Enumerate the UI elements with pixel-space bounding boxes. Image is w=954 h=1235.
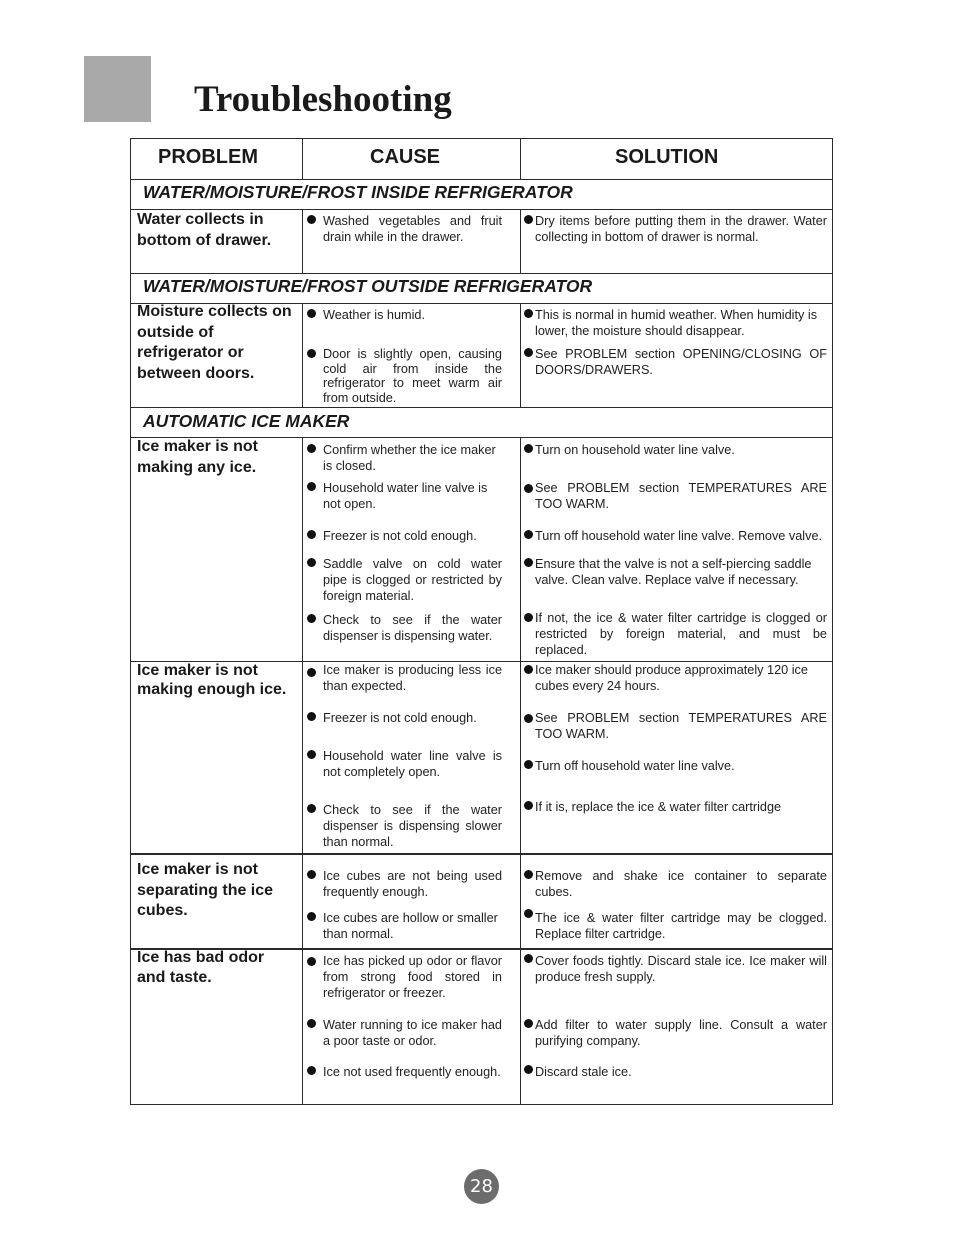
cause-item: Ice cubes are not being used frequently enough. bbox=[323, 869, 502, 899]
bullet-icon bbox=[307, 712, 316, 721]
troubleshooting-table bbox=[130, 138, 833, 1105]
solution-item: Turn off household water line valve. Remove valve. bbox=[535, 529, 823, 543]
bullet-icon bbox=[524, 444, 533, 453]
bullet-icon bbox=[307, 215, 316, 224]
bullet-icon bbox=[524, 215, 533, 224]
bullet-icon bbox=[524, 665, 533, 674]
solution-item: Add filter to water supply line. Consult a water purifying company. bbox=[535, 1018, 827, 1048]
row-divider bbox=[131, 179, 832, 180]
solution-item: Cover foods tightly. Discard stale ice. Ice maker will produce fresh supply. bbox=[535, 954, 827, 984]
bullet-icon bbox=[524, 348, 533, 357]
cause-item: Door is slightly open, causing cold air from inside the refrigerator to meet warm air from outside. bbox=[323, 347, 502, 405]
cause-item: Weather is humid. bbox=[323, 308, 426, 322]
column-divider bbox=[302, 139, 303, 179]
solution-item: Turn on household water line valve. bbox=[535, 443, 735, 457]
column-divider bbox=[520, 209, 521, 273]
bullet-icon bbox=[524, 1065, 533, 1074]
bullet-icon bbox=[307, 957, 316, 966]
solution-item: If it is, replace the ice & water filter cartridge bbox=[535, 800, 782, 814]
cause-item: Washed vegetables and fruit drain while in the drawer. bbox=[323, 214, 502, 244]
solution-item: See PROBLEM section OPENING/CLOSING OF DOORS/DRAWERS. bbox=[535, 347, 827, 377]
solution-item: Ensure that the valve is not a self-piercing saddle valve. Clean valve. Replace valve if necessary. bbox=[535, 557, 812, 587]
section-tab bbox=[84, 56, 151, 122]
column-divider bbox=[520, 437, 521, 1104]
page-number: 28 bbox=[464, 1169, 499, 1204]
solution-item: See PROBLEM section TEMPERATURES ARE TOO WARM. bbox=[535, 711, 827, 741]
bullet-icon bbox=[307, 870, 316, 879]
problem-text: Moisture collects on outside of refrigerator or between doors. bbox=[137, 303, 292, 382]
bullet-icon bbox=[524, 309, 533, 318]
bullet-icon bbox=[524, 870, 533, 879]
cause-item: Household water line valve is not open. bbox=[323, 481, 488, 511]
bullet-icon bbox=[524, 530, 533, 539]
cause-item: Freezer is not cold enough. bbox=[323, 711, 477, 725]
cause-item: Ice cubes are hollow or smaller than normal. bbox=[323, 911, 498, 941]
cause-item: Confirm whether the ice maker is closed. bbox=[323, 443, 496, 473]
bullet-icon bbox=[307, 558, 316, 567]
cause-item: Ice has picked up odor or flavor from strong food stored in refrigerator or freezer. bbox=[323, 954, 502, 1000]
cause-item: Check to see if the water dispenser is dispensing slower than normal. bbox=[323, 803, 502, 849]
bullet-icon bbox=[524, 484, 533, 493]
solution-item: Dry items before putting them in the drawer. Water collecting in bottom of drawer is normal. bbox=[535, 214, 827, 244]
solution-item: This is normal in humid weather. When humidity is lower, the moisture should disappear. bbox=[535, 308, 818, 338]
column-divider bbox=[302, 209, 303, 273]
section-title: WATER/MOISTURE/FROST INSIDE REFRIGERATOR bbox=[143, 182, 573, 202]
cause-item: Household water line valve is not completely open. bbox=[323, 749, 502, 779]
cause-item: Water running to ice maker had a poor taste or odor. bbox=[323, 1018, 502, 1048]
solution-item: Turn off household water line valve. bbox=[535, 759, 735, 773]
bullet-icon bbox=[307, 444, 316, 453]
cause-item: Check to see if the water dispenser is dispensing water. bbox=[323, 613, 502, 643]
header-solution: SOLUTION bbox=[615, 146, 719, 168]
solution-item: Remove and shake ice container to separate cubes. bbox=[535, 869, 827, 899]
solution-item: Discard stale ice. bbox=[535, 1065, 632, 1079]
section-title: WATER/MOISTURE/FROST OUTSIDE REFRIGERATOR bbox=[143, 276, 593, 296]
solution-item: The ice & water filter cartridge may be clogged. Replace filter cartridge. bbox=[535, 911, 827, 941]
bullet-icon bbox=[307, 1066, 316, 1075]
bullet-icon bbox=[524, 1019, 533, 1028]
bullet-icon bbox=[307, 614, 316, 623]
bullet-icon bbox=[524, 613, 533, 622]
bullet-icon bbox=[307, 912, 316, 921]
bullet-icon bbox=[307, 530, 316, 539]
bullet-icon bbox=[307, 309, 316, 318]
solution-item: If not, the ice & water filter cartridge is clogged or restricted by foreign material, and must be replaced. bbox=[535, 611, 827, 657]
bullet-icon bbox=[524, 760, 533, 769]
bullet-icon bbox=[307, 750, 316, 759]
column-divider bbox=[302, 303, 303, 407]
solution-item: See PROBLEM section TEMPERATURES ARE TOO WARM. bbox=[535, 481, 827, 511]
row-divider bbox=[131, 407, 832, 408]
column-divider bbox=[520, 139, 521, 179]
bullet-icon bbox=[524, 558, 533, 567]
problem-text: Water collects in bottom of drawer. bbox=[137, 211, 272, 249]
section-title: AUTOMATIC ICE MAKER bbox=[143, 411, 350, 431]
bullet-icon bbox=[307, 804, 316, 813]
column-divider bbox=[302, 437, 303, 1104]
solution-item: Ice maker should produce approximately 120 ice cubes every 24 hours. bbox=[535, 663, 808, 693]
row-divider bbox=[131, 273, 832, 274]
bullet-icon bbox=[524, 909, 533, 918]
column-divider bbox=[520, 303, 521, 407]
cause-item: Saddle valve on cold water pipe is clogged or restricted by foreign material. bbox=[323, 557, 502, 603]
problem-text: Ice maker is not making any ice. bbox=[137, 438, 258, 476]
header-cause: CAUSE bbox=[370, 146, 441, 168]
bullet-icon bbox=[307, 1019, 316, 1028]
problem-text: Ice has bad odor and taste. bbox=[137, 949, 265, 986]
bullet-icon bbox=[524, 954, 533, 963]
bullet-icon bbox=[307, 482, 316, 491]
cause-item: Ice maker is producing less ice than expected. bbox=[323, 663, 502, 693]
page-title: Troubleshooting bbox=[194, 79, 452, 120]
bullet-icon bbox=[307, 349, 316, 358]
header-problem: PROBLEM bbox=[158, 146, 258, 168]
bullet-icon bbox=[307, 668, 316, 677]
row-divider bbox=[131, 853, 832, 855]
problem-text: Ice maker is not separating the ice cubes. bbox=[137, 861, 274, 919]
problem-text: Ice maker is not making enough ice. bbox=[137, 662, 287, 698]
bullet-icon bbox=[524, 714, 533, 723]
cause-item: Freezer is not cold enough. bbox=[323, 529, 477, 543]
bullet-icon bbox=[524, 801, 533, 810]
cause-item: Ice not used frequently enough. bbox=[323, 1065, 501, 1079]
